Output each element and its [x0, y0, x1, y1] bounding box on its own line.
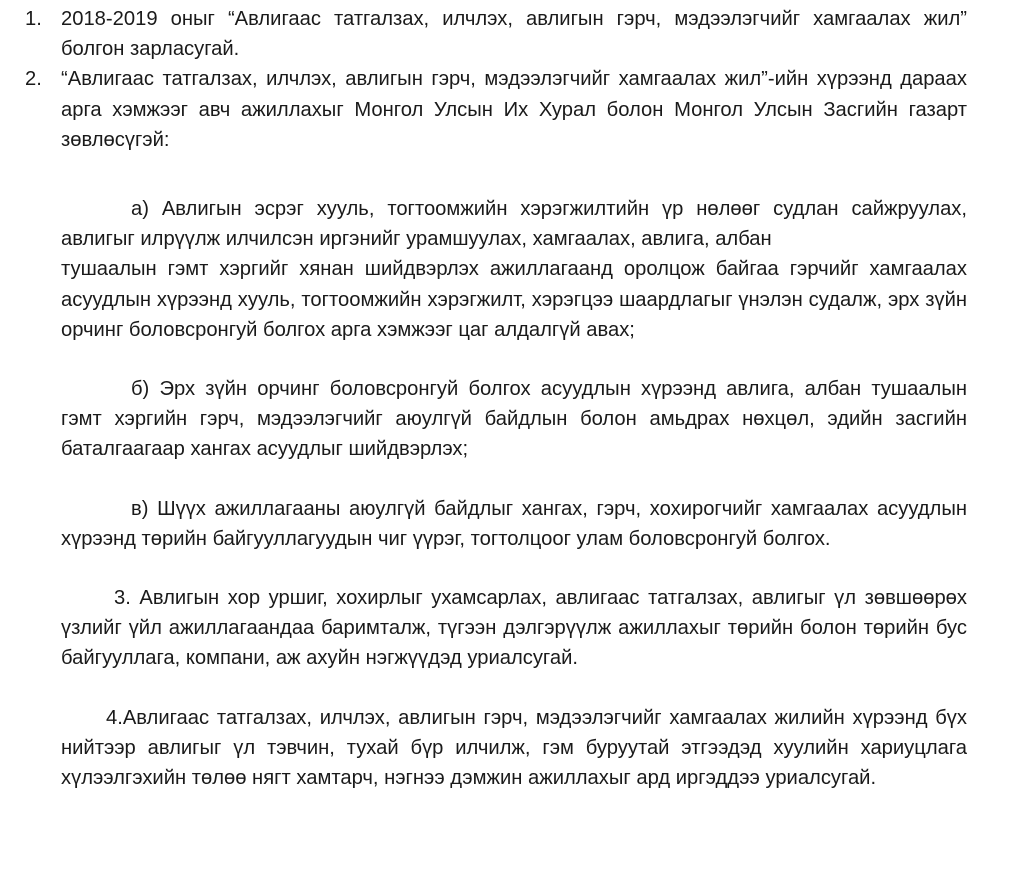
list-item-number: 1.: [25, 8, 42, 30]
paragraph-item-3: 3. Авлигын хор уршиг, хохирлыг ухамсарлах, авлигаас татгалзах, авлигыг үл зөвшөөрөх үзлийг үйл ажиллагаандаа баримталж, түгээн дэлгэрүүлж ажиллахыг төрийн болон төрийн бус байгууллага, компани, аж ахуйн нэгжүүдэд уриалсугай.: [61, 587, 967, 670]
document-body: [0, 4, 1024, 793]
list-item-2: [0, 64, 967, 155]
list-item-text: 2018-2019 оныг “Авлигаас татгалзах, илчлэх, авлигын гэрч, мэдээлэгчийг хамгаалах жил” болгон зарласугай.: [61, 8, 967, 61]
paragraph-item-4: 4.Авлигаас татгалзах, илчлэх, авлигын гэрч, мэдээлэгчийг хамгаалах жилийн хүрээнд бүх нийтээр авлигыг үл тэвчин, тухай бүр илчилж, гэм буруутай этгээдэд хуулийн хариуцлага хүлээлгэхийн төлөө нягт хамтарч, нэгнээ дэмжин ажиллахыг ард иргэддээ уриалсугай.: [61, 706, 967, 790]
subitem-c: в) Шүүх ажиллагааны аюулгүй байдлыг хангах, гэрч, хохирогчийг хамгаалах асуудлын хүрээнд төрийн байгууллагуудын чиг үүрэг, тогтолцоог улам боловсронгуй болгох.: [61, 497, 967, 550]
subitem-b: б) Эрх зүйн орчинг боловсронгуй болгох асуудлын хүрээнд авлига, албан тушаалын гэмт хэргийн гэрч, мэдээлэгчийг аюулгүй байдлын болон амьдрах нөхцөл, эдийн засгийн баталгаагаар хангах асуудлыг шийдвэрлэх;: [61, 378, 967, 461]
subitem-a: а) Авлигын эсрэг хууль, тогтоомжийн хэрэгжилтийн үр нөлөөг судлан сайжруулах, авлигыг илрүүлж илчилсэн иргэнийг урамшуулах, хамгаалах, авлига, албан: [61, 198, 967, 251]
list-item-number: 2.: [25, 68, 42, 91]
list-item-text: “Авлигаас татгалзах, илчлэх, авлигын гэрч, мэдээлэгчийг хамгаалах жил”-ийн хүрээнд дараах арга хэмжээг авч ажиллахыг Монгол Улсын Их Хурал болон Монгол Улсын Засгийн газарт зөвлөсүгэй:: [61, 68, 967, 151]
subitem-a-continuation: тушаалын гэмт хэргийг хянан шийдвэрлэх ажиллагаанд оролцож байгаа гэрчийг хамгаалах асуудлын хүрээнд хууль, тогтоомжийн хэрэгжилт, хэрэгцээ шаардлагыг үнэлэн судалж, эрх зүйн орчинг боловсронгуй болгох арга хэмжээг цаг алдалгүй авах;: [61, 258, 967, 341]
list-item-1: [0, 4, 967, 64]
